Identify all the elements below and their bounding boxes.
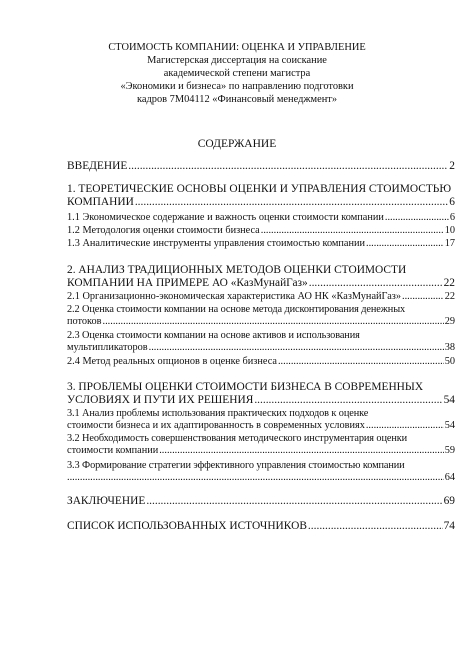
toc-chapter-2 bbox=[67, 264, 455, 290]
document-title: СТОИМОСТЬ КОМПАНИИ: ОЦЕНКА И УПРАВЛЕНИЕ bbox=[108, 42, 366, 53]
page-number: 10 bbox=[444, 225, 455, 236]
toc-chapter-3 bbox=[67, 381, 455, 407]
dot-leader bbox=[67, 472, 444, 484]
toc-entry-text: УСЛОВИЯХ И ПУТИ ИХ РЕШЕНИЯ bbox=[67, 394, 254, 406]
dot-leader bbox=[366, 420, 444, 432]
toc-entry-1-3 bbox=[67, 238, 455, 250]
toc-entry-2-2 bbox=[67, 304, 455, 328]
page-number: 2 bbox=[449, 160, 455, 172]
toc-entry-references bbox=[67, 520, 455, 533]
toc-chapter-1 bbox=[67, 183, 455, 209]
page-number: 6 bbox=[449, 212, 455, 223]
page-number: 50 bbox=[444, 356, 455, 367]
dot-leader bbox=[159, 445, 443, 457]
toc-entry-text: 2.2 Оценка стоимости компании на основе метода дисконтирования денежных bbox=[67, 304, 406, 315]
toc-entry-text: 1.3 Аналитические инструменты управления стоимостью компании bbox=[67, 238, 366, 249]
page-number: 64 bbox=[444, 472, 455, 483]
toc-entry-text: ВВЕДЕНИЕ bbox=[67, 160, 128, 172]
toc-entry-text: 3. ПРОБЛЕМЫ ОЦЕНКИ СТОИМОСТИ БИЗНЕСА В СОВРЕМЕННЫХ bbox=[67, 381, 424, 393]
toc-entry-1-1 bbox=[67, 212, 455, 224]
toc-entry-2-1 bbox=[67, 291, 455, 303]
dot-leader bbox=[146, 495, 442, 508]
dot-leader bbox=[309, 277, 443, 290]
page-number: 17 bbox=[444, 238, 455, 249]
dot-leader bbox=[254, 394, 442, 407]
dot-leader bbox=[149, 342, 444, 354]
toc-entry-text: стоимости компании bbox=[67, 445, 159, 456]
toc-entry-text: 1. ТЕОРЕТИЧЕСКИЕ ОСНОВЫ ОЦЕНКИ И УПРАВЛЕНИЯ СТОИМОСТЬЮ bbox=[67, 183, 452, 195]
toc-entry-1-2 bbox=[67, 225, 455, 237]
toc-entry-3-1 bbox=[67, 408, 455, 432]
dot-leader bbox=[402, 291, 444, 303]
toc-entry-text: СПИСОК ИСПОЛЬЗОВАННЫХ ИСТОЧНИКОВ bbox=[67, 520, 307, 532]
toc-entry-2-3 bbox=[67, 330, 455, 354]
page-number: 59 bbox=[444, 445, 455, 456]
page-number: 6 bbox=[449, 196, 455, 208]
toc-entry-text: 2. АНАЛИЗ ТРАДИЦИОННЫХ МЕТОДОВ ОЦЕНКИ СТОИМОСТИ bbox=[67, 264, 407, 276]
toc-entry-text: стоимости бизнеса и их адаптированность в современных условиях bbox=[67, 420, 365, 431]
toc-entry-3-3 bbox=[67, 460, 455, 484]
dot-leader bbox=[366, 238, 444, 250]
toc-heading: СОДЕРЖАНИЕ bbox=[197, 138, 277, 150]
page-number: 74 bbox=[443, 520, 455, 532]
dot-leader bbox=[135, 196, 448, 209]
page-number: 54 bbox=[443, 394, 455, 406]
page-number: 22 bbox=[443, 277, 455, 289]
toc-entry-text: 1.1 Экономическое содержание и важность оценки стоимости компании bbox=[67, 212, 384, 223]
toc-entry-text: 3.3 Формирование стратегии эффективного управления стоимостью компании bbox=[67, 460, 405, 471]
page-number: 22 bbox=[444, 291, 455, 302]
toc-entry-text: 1.2 Методология оценки стоимости бизнеса bbox=[67, 225, 260, 236]
toc-entry-3-2 bbox=[67, 433, 455, 457]
toc-entry-intro bbox=[67, 160, 455, 173]
toc-entry-2-4 bbox=[67, 356, 455, 368]
dot-leader bbox=[128, 160, 448, 173]
toc-entry-text: 2.3 Оценка стоимости компании на основе активов и использования bbox=[67, 330, 360, 341]
subtitle-line: академической степени магистра bbox=[163, 68, 311, 79]
toc-entry-text: 3.1 Анализ проблемы использования практических подходов к оценке bbox=[67, 408, 369, 419]
toc-entry-text: потоков bbox=[67, 316, 102, 327]
toc-entry-text: 3.2 Необходимость совершенствования методического инструментария оценки bbox=[67, 433, 408, 444]
page-number: 54 bbox=[444, 420, 455, 431]
dot-leader bbox=[385, 212, 449, 224]
subtitle-line: Магистерская диссертация на соискание bbox=[147, 55, 327, 66]
toc-entry-text: ЗАКЛЮЧЕНИЕ bbox=[67, 495, 146, 507]
toc-entry-text: КОМПАНИИ bbox=[67, 196, 134, 208]
title-block bbox=[0, 41, 474, 106]
dot-leader bbox=[308, 520, 443, 533]
subtitle-line: кадров 7М04112 «Финансовый менеджмент» bbox=[136, 94, 338, 105]
toc-entry-conclusion bbox=[67, 495, 455, 508]
page-number: 29 bbox=[444, 316, 455, 327]
page-number: 69 bbox=[443, 495, 455, 507]
toc-entry-text: 2.1 Организационно-экономическая характеристика АО НК «КазМунайГаз» bbox=[67, 291, 402, 302]
dot-leader bbox=[103, 316, 444, 328]
subtitle-line: «Экономики и бизнеса» по направлению подготовки bbox=[120, 81, 354, 92]
toc-entry-text: КОМПАНИИ НА ПРИМЕРЕ АО «КазМунайГаз» bbox=[67, 277, 308, 289]
page-number: 38 bbox=[444, 342, 455, 353]
dot-leader bbox=[278, 356, 444, 368]
toc-entry-text: 2.4 Метод реальных опционов в оценке бизнеса bbox=[67, 356, 277, 367]
toc-entry-text: мультипликаторов bbox=[67, 342, 148, 353]
dot-leader bbox=[261, 225, 444, 237]
